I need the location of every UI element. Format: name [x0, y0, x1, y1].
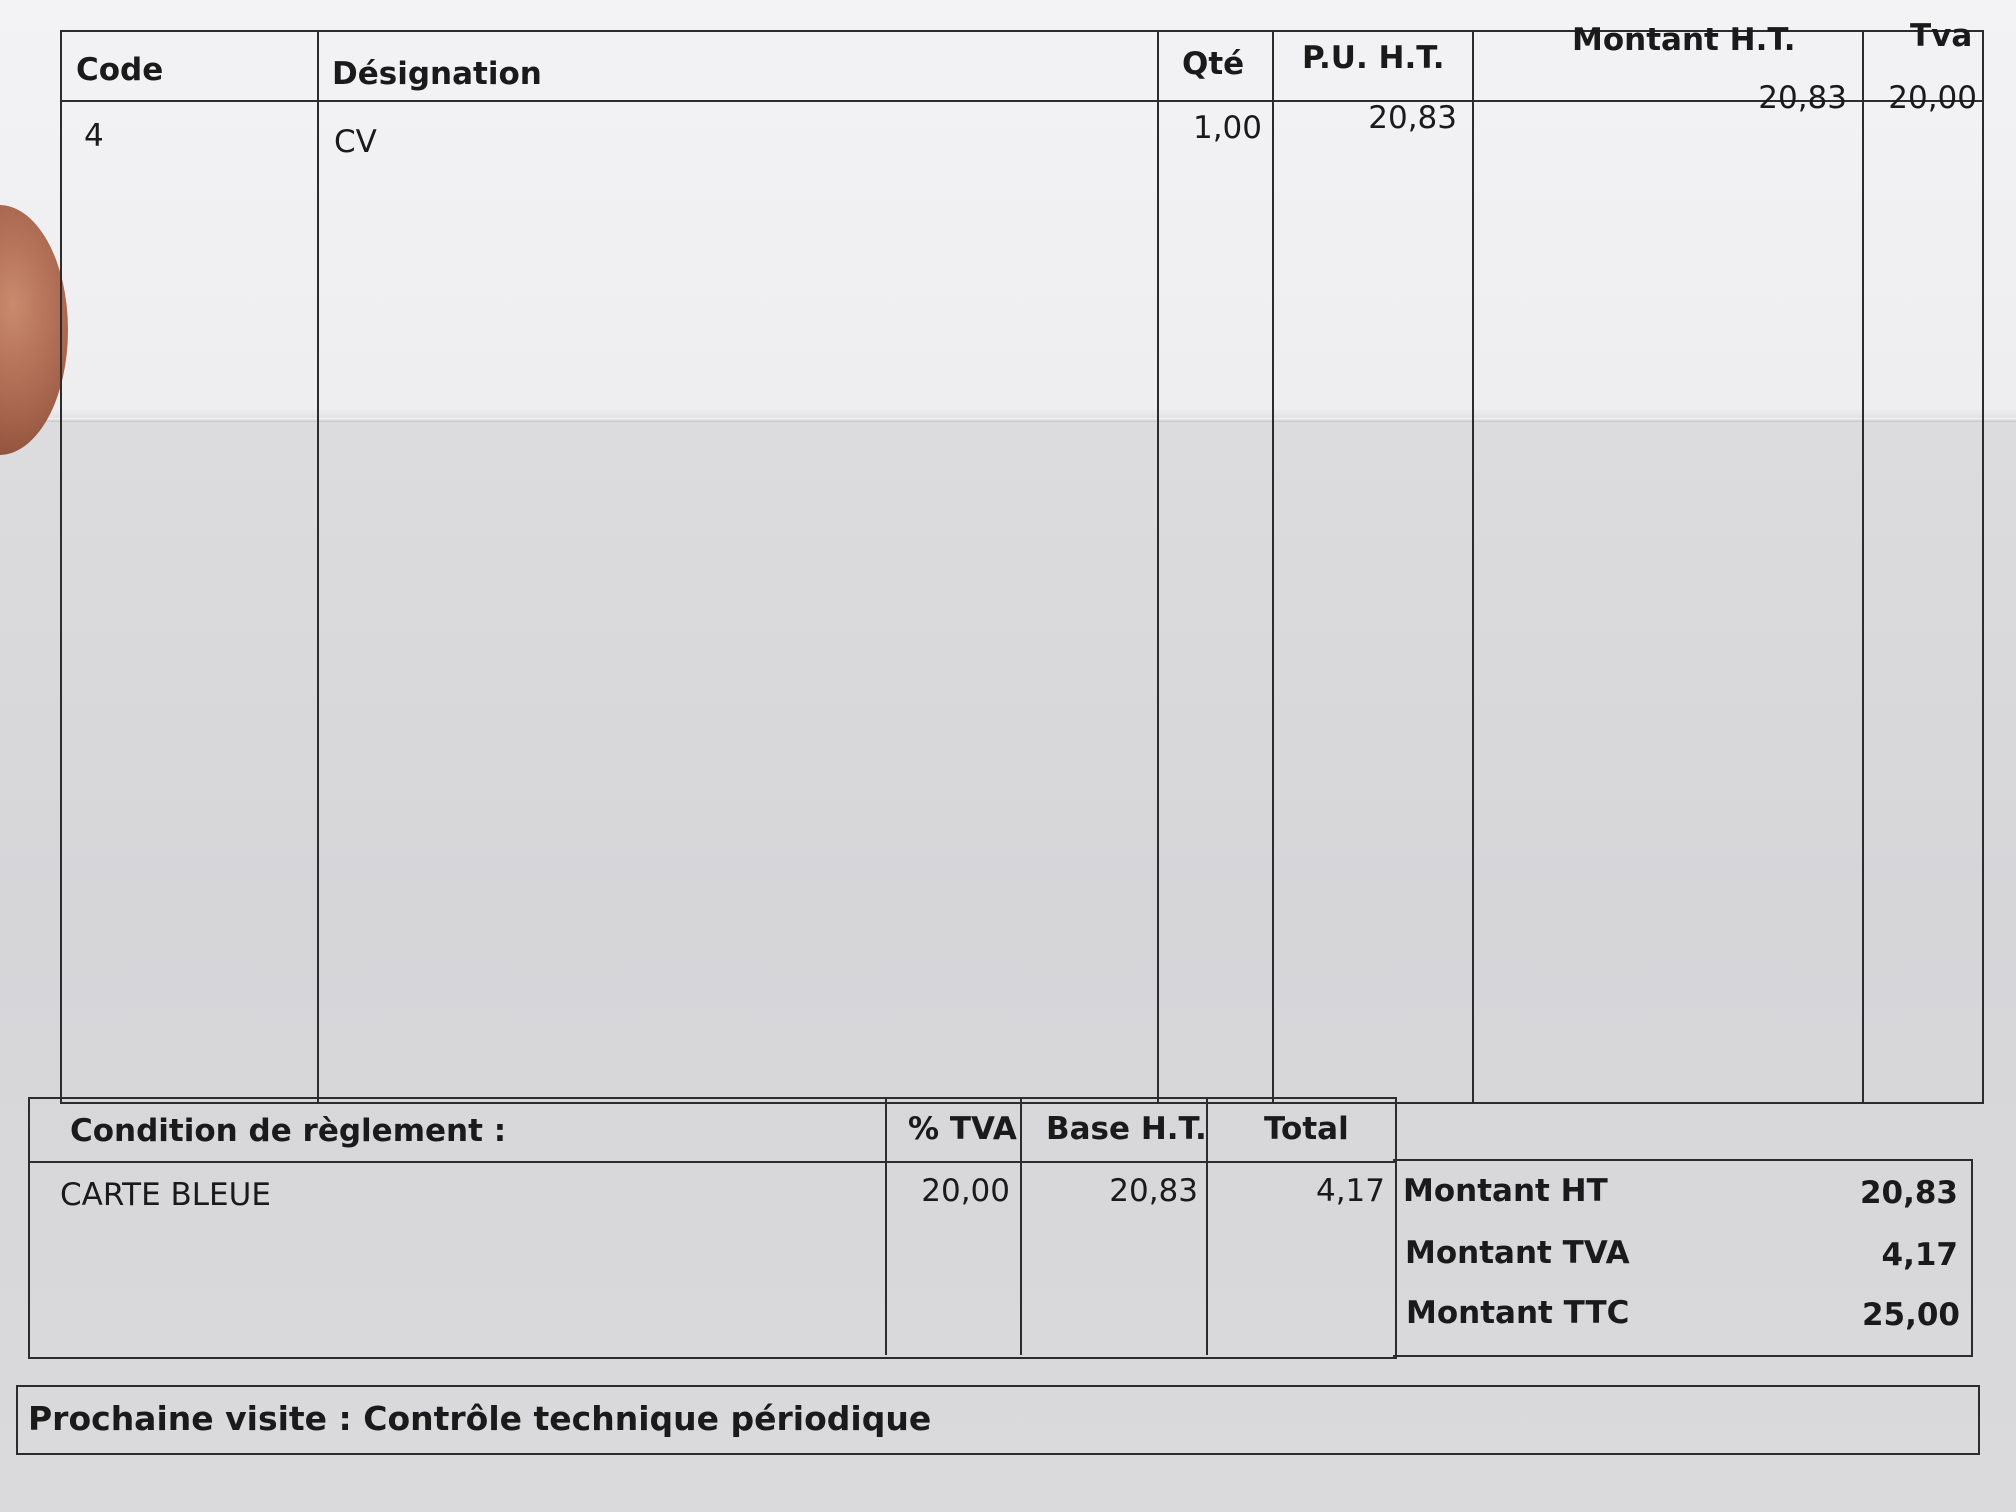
col-divider: [885, 1097, 887, 1355]
header-code: Code: [76, 52, 164, 88]
col-divider: [317, 32, 319, 1102]
vat-rate-label: % TVA: [908, 1111, 1017, 1147]
header-vat: Tva: [1910, 18, 1973, 54]
col-divider: [1272, 32, 1274, 1102]
total-tva-label: Montant TVA: [1405, 1235, 1630, 1271]
summary-table: [28, 1097, 1973, 1359]
row-vat: 20,00: [1888, 80, 1977, 116]
row-designation: CV: [334, 124, 377, 160]
row-amount: 20,83: [1758, 80, 1847, 116]
row-code: 4: [84, 118, 104, 154]
header-qty: Qté: [1182, 46, 1245, 82]
col-divider: [1020, 1097, 1022, 1355]
base-value: 20,83: [1109, 1173, 1198, 1209]
payment-condition-value: CARTE BLEUE: [60, 1177, 271, 1213]
col-divider: [1157, 32, 1159, 1102]
vat-rate-value: 20,00: [921, 1173, 1010, 1209]
total-ht-value: 20,83: [1859, 1175, 1958, 1211]
row-qty: 1,00: [1192, 110, 1262, 146]
base-label: Base H.T.: [1046, 1111, 1207, 1147]
header-designation: Désignation: [332, 56, 542, 92]
total-ttc-label: Montant TTC: [1406, 1295, 1630, 1331]
next-visit-text: Prochaine visite : Contrôle technique périodique: [28, 1399, 932, 1438]
col-divider: [1862, 32, 1864, 1102]
row-unit-price: 20,83: [1368, 100, 1457, 136]
total-ht-label: Montant HT: [1403, 1173, 1608, 1209]
line-items-table: [60, 18, 1984, 1104]
total-label: Total: [1264, 1111, 1349, 1147]
total-ttc-value: 25,00: [1861, 1297, 1960, 1333]
total-tva-value: 4,17: [1881, 1237, 1958, 1273]
header-amount: Montant H.T.: [1572, 22, 1796, 58]
payment-condition-label: Condition de règlement :: [70, 1113, 507, 1149]
col-divider: [1472, 32, 1474, 1102]
next-visit-box: [16, 1385, 1980, 1455]
total-value: 4,17: [1315, 1173, 1385, 1209]
header-unit-price: P.U. H.T.: [1302, 40, 1445, 76]
